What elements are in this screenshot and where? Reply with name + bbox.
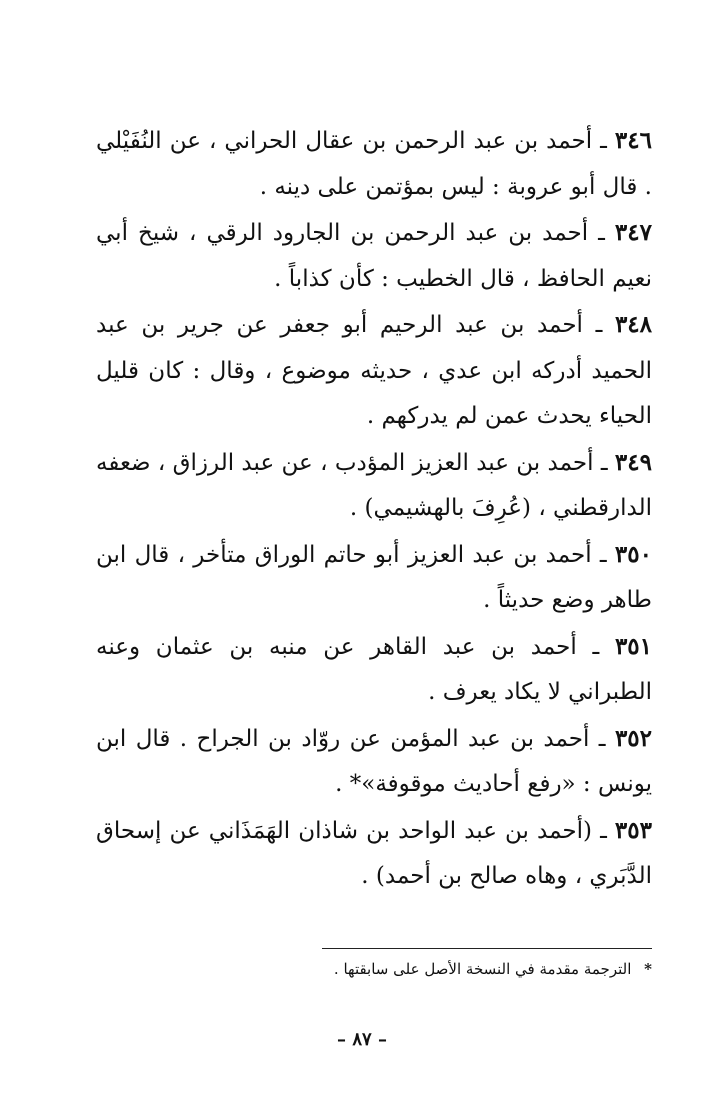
footnote-divider <box>322 948 652 949</box>
entry-348: ٣٤٨ ـ أحمد بن عبد الرحيم أبو جعفر عن جرير بن عبد الحميد أدركه ابن عدي ، حديثه موضوع ، وقال : كان قليل الحياء يحدث عمن لم يدركهم . <box>96 311 652 429</box>
entry-352: ٣٥٢ ـ أحمد بن عبد المؤمن عن روّاد بن الجراح . قال ابن يونس : «رفع أحاديث موقوفة»* . <box>96 724 652 797</box>
footnote-text: الترجمة مقدمة في النسخة الأصل على سابقتها . <box>333 960 632 978</box>
entry-353: ٣٥٣ ـ (أحمد بن عبد الواحد بن شاذان الهَمَذَاني عن إسحاق الدَّبَري ، وهاه صالح بن أحمد) . <box>96 816 652 889</box>
entry-number: ٣٤٦ <box>614 127 652 154</box>
entry-text: أحمد بن عبد الرحمن بن الجارود الرقي ، شيخ أبي نعيم الحافظ ، قال الخطيب : كأن كذاباً . <box>96 220 652 292</box>
entry-text: أحمد بن عبد العزيز أبو حاتم الوراق متأخر ، قال ابن طاهر وضع حديثاً . <box>96 541 652 613</box>
entry-number: ٣٤٩ <box>614 448 652 476</box>
entry-text: أحمد بن عبد الرحيم أبو جعفر عن جرير بن عبد الحميد أدركه ابن عدي ، حديثه موضوع ، وقال : كان قليل الحياء يحدث عمن لم يدركهم . <box>96 312 652 429</box>
entry-text: أحمد بن عبد القاهر عن منبه بن عثمان وعنه الطبراني لا يكاد يعرف . <box>96 633 652 705</box>
entry-351: ٣٥١ ـ أحمد بن عبد القاهر عن منبه بن عثمان وعنه الطبراني لا يكاد يعرف . <box>96 632 652 705</box>
entry-number: ٣٥٢ <box>614 724 652 752</box>
entry-text: (أحمد بن عبد الواحد بن شاذان الهَمَذَاني عن إسحاق الدَّبَري ، وهاه صالح بن أحمد) . <box>96 817 652 889</box>
footnote <box>202 956 652 982</box>
entry-346: ٣٤٦ ـ أحمد بن عبد الرحمن بن عقال الحراني ، عن النُفَيْلي . قال أبو عروبة : ليس بمؤتمن على دينه . <box>96 127 652 200</box>
entry-347: ٣٤٧ ـ أحمد بن عبد الرحمن بن الجارود الرقي ، شيخ أبي نعيم الحافظ ، قال الخطيب : كأن كذاباً . <box>96 219 652 292</box>
entry-number: ٣٤٧ <box>614 219 652 246</box>
entry-text: أحمد بن عبد المؤمن عن روّاد بن الجراح . قال ابن يونس : «رفع أحاديث موقوفة»* . <box>96 725 652 797</box>
entry-number: ٣٥١ <box>614 632 652 660</box>
entry-349: ٣٤٩ ـ أحمد بن عبد العزيز المؤدب ، عن عبد الرزاق ، ضعفه الدارقطني ، (عُرِفَ بالهشيمي) . <box>96 448 652 521</box>
entries-list <box>96 118 652 900</box>
entry-text: أحمد بن عبد الرحمن بن عقال الحراني ، عن النُفَيْلي . قال أبو عروبة : ليس بمؤتمن على دينه . <box>96 128 652 200</box>
footnote-marker: * <box>644 960 652 978</box>
page-number: – ٨٧ – <box>337 1029 387 1050</box>
entry-number: ٣٥٣ <box>614 816 652 844</box>
entry-number: ٣٥٠ <box>614 540 652 568</box>
entry-350: ٣٥٠ ـ أحمد بن عبد العزيز أبو حاتم الوراق متأخر ، قال ابن طاهر وضع حديثاً . <box>96 540 652 613</box>
entry-number: ٣٤٨ <box>614 311 652 338</box>
entry-text: أحمد بن عبد العزيز المؤدب ، عن عبد الرزاق ، ضعفه الدارقطني ، (عُرِفَ بالهشيمي) . <box>96 449 652 521</box>
